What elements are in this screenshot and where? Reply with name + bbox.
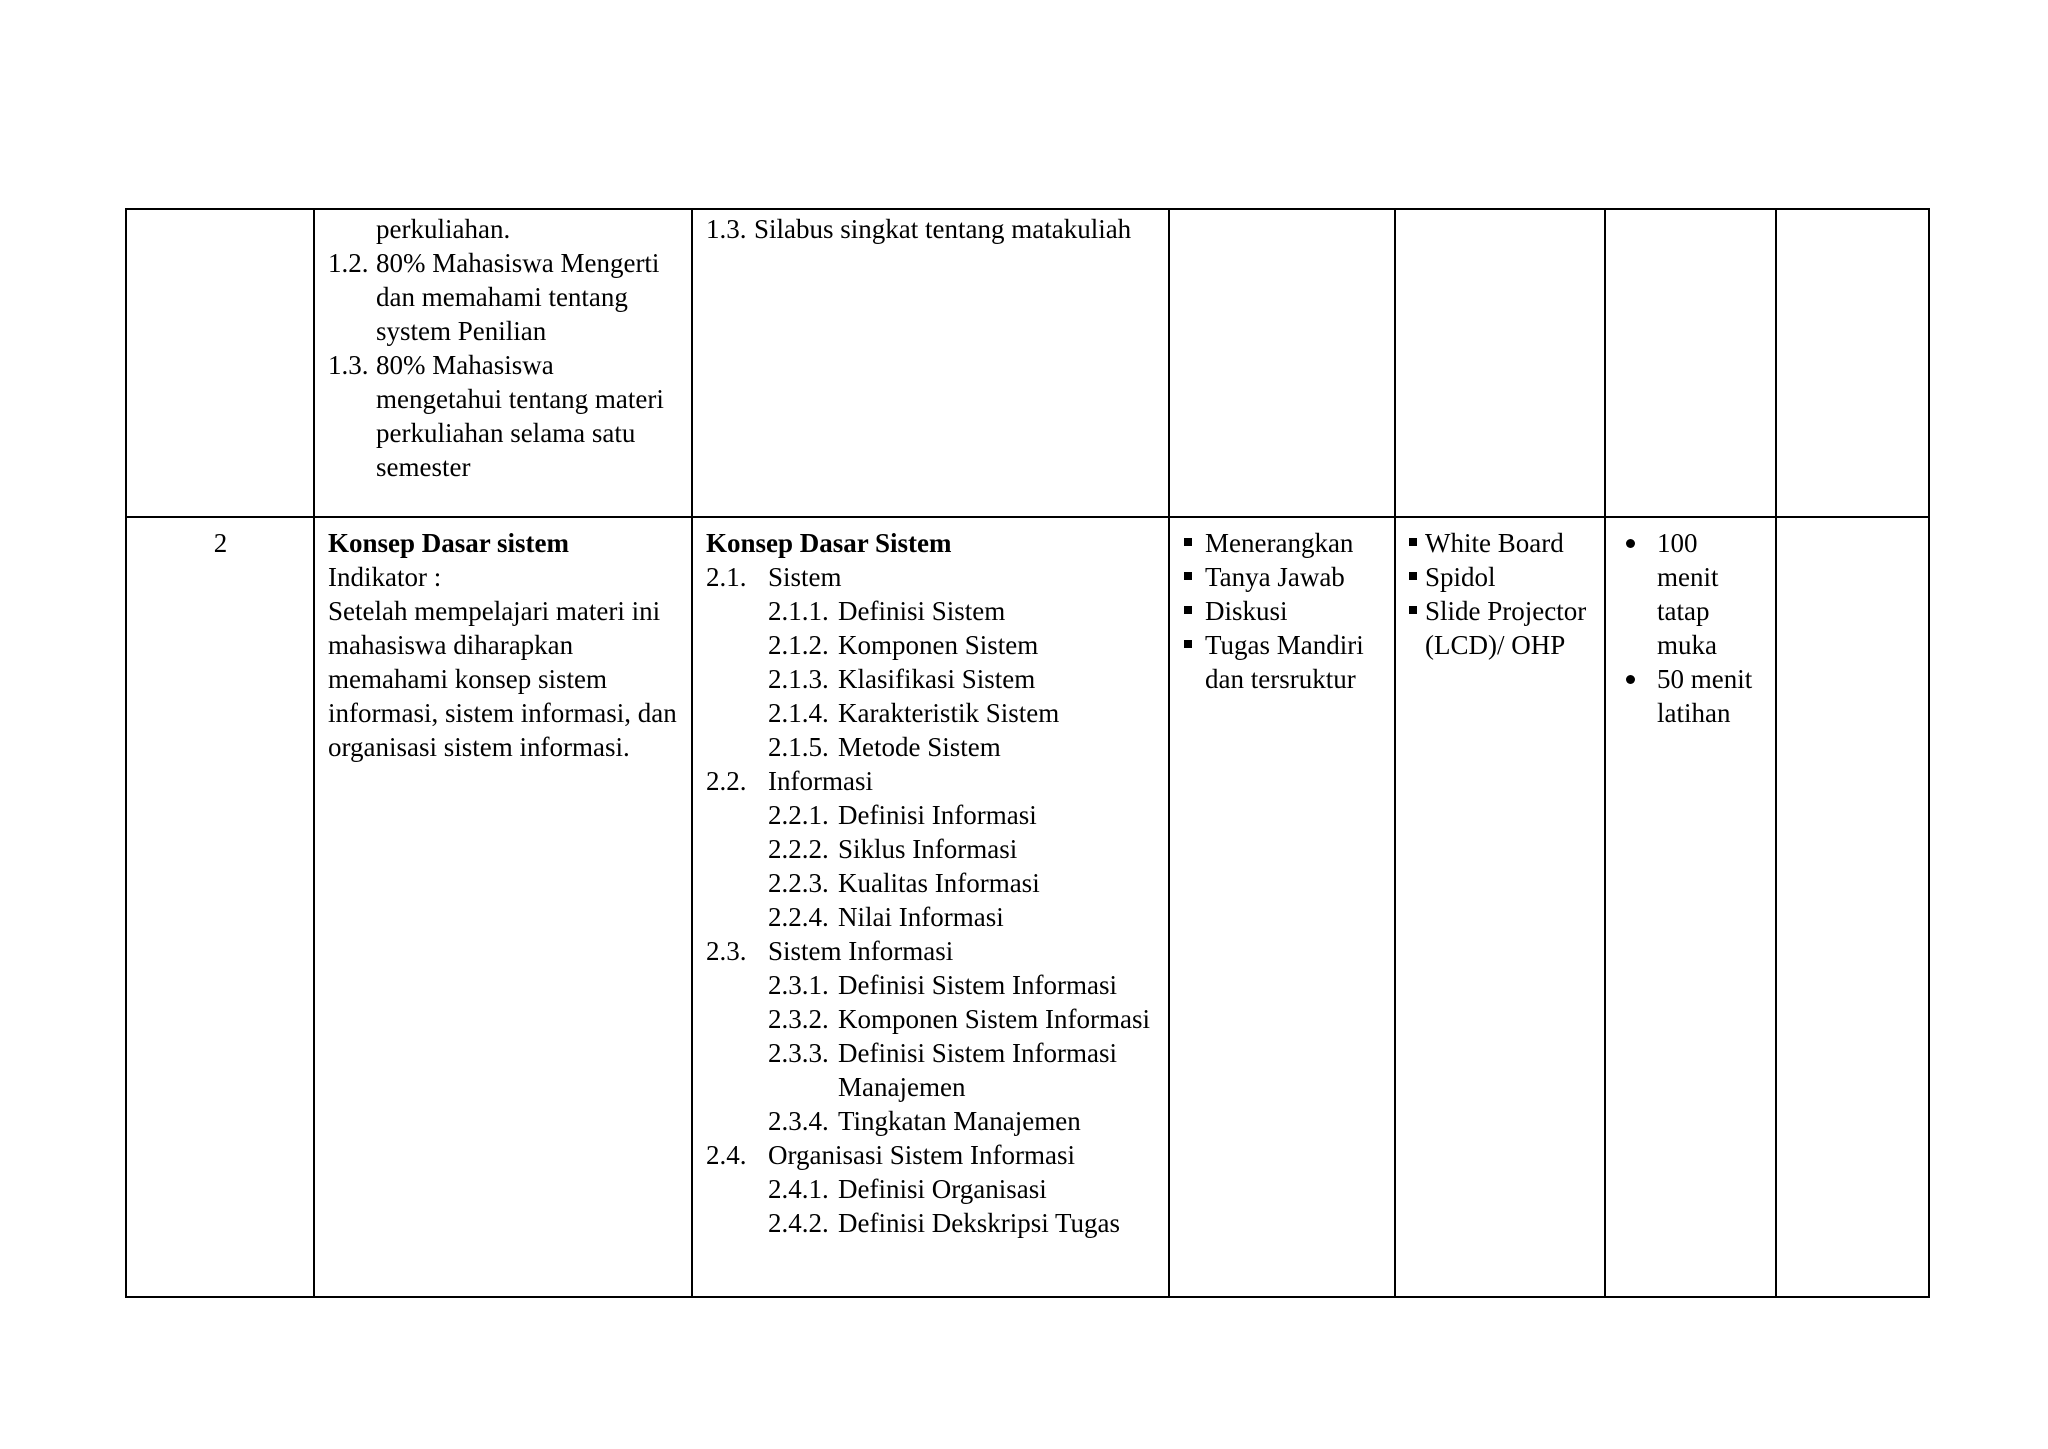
outline-section (706, 934, 1156, 968)
item-text: Menerangkan (1205, 528, 1354, 558)
list-item (1183, 526, 1382, 560)
item-text: 100 menit tatap muka (1657, 528, 1719, 660)
outline-subsection (706, 832, 1156, 866)
subsection-number: 2.3.3. (768, 1038, 829, 1068)
list-item (1409, 526, 1592, 560)
list-item (1619, 526, 1763, 662)
subsection-text: Definisi Sistem Informasi (838, 970, 1117, 1000)
item-text: White Board (1425, 528, 1564, 558)
subsection-text: Definisi Organisasi (838, 1174, 1047, 1204)
material-outline (706, 560, 1156, 1240)
item-text: Tugas Mandiri dan tersruktur (1205, 630, 1364, 694)
syllabus-table (125, 208, 1930, 1298)
subsection-number: 2.4.2. (768, 1208, 829, 1238)
media-list (1409, 526, 1592, 662)
outline-subsection (706, 730, 1156, 764)
subsection-text: Komponen Sistem (838, 630, 1039, 660)
subsection-number: 2.1.5. (768, 732, 829, 762)
item-text: Diskusi (1205, 596, 1288, 626)
cell-time (1605, 517, 1776, 1297)
subsection-text: Definisi Sistem Informasi Manajemen (838, 1038, 1117, 1102)
list-item (1409, 560, 1592, 594)
subsection-number: 2.1.2. (768, 630, 829, 660)
dot-bullet-icon (1626, 675, 1635, 684)
section-number: 2.1. (706, 562, 747, 592)
method-list (1183, 526, 1382, 696)
square-bullet-icon (1184, 606, 1192, 614)
subsection-number: 2.1.3. (768, 664, 829, 694)
item-number: 1.3. (328, 350, 369, 380)
subsection-number: 2.2.1. (768, 800, 829, 830)
outline-section (706, 764, 1156, 798)
list-item (328, 246, 679, 348)
table-row (126, 517, 1929, 1297)
objective-list (328, 246, 679, 484)
subsection-text: Definisi Dekskripsi Tugas (838, 1208, 1121, 1238)
outline-section (706, 1138, 1156, 1172)
square-bullet-icon (1184, 572, 1192, 580)
cell-media (1395, 517, 1605, 1297)
topic-title: Konsep Dasar sistem (328, 528, 570, 558)
cell-objectives (314, 517, 692, 1297)
subsection-text: Nilai Informasi (838, 902, 1004, 932)
outline-subsection (706, 628, 1156, 662)
square-bullet-icon (1409, 572, 1417, 580)
item-number: 1.2. (328, 248, 369, 278)
list-item (1183, 628, 1382, 696)
square-bullet-icon (1184, 640, 1192, 648)
subsection-number: 2.3.4. (768, 1106, 829, 1136)
subsection-text: Klasifikasi Sistem (838, 664, 1036, 694)
cell-objectives (314, 209, 692, 517)
list-item (1619, 662, 1763, 730)
cell-material (692, 517, 1169, 1297)
list-item (1183, 560, 1382, 594)
cell-method (1169, 517, 1395, 1297)
subsection-text: Metode Sistem (838, 732, 1001, 762)
outline-subsection (706, 696, 1156, 730)
section-text: Sistem (768, 562, 842, 592)
subsection-number: 2.2.3. (768, 868, 829, 898)
subsection-number: 2.4.1. (768, 1174, 829, 1204)
outline-subsection (706, 662, 1156, 696)
cell-number: 2 (126, 517, 314, 1297)
square-bullet-icon (1184, 538, 1192, 546)
item-text: Tanya Jawab (1205, 562, 1345, 592)
subsection-text: Tingkatan Manajemen (838, 1106, 1081, 1136)
section-number: 2.3. (706, 936, 747, 966)
outline-subsection (706, 1172, 1156, 1206)
cell-time (1605, 209, 1776, 517)
outline-section (706, 560, 1156, 594)
cell-media (1395, 209, 1605, 517)
subsection-text: Siklus Informasi (838, 834, 1018, 864)
list-item (1183, 594, 1382, 628)
square-bullet-icon (1409, 606, 1417, 614)
section-text: Sistem Informasi (768, 936, 954, 966)
item-text: 80% Mahasiswa Mengerti dan memahami tentang system Penilian (376, 248, 660, 346)
cell-notes (1776, 209, 1929, 517)
outline-subsection (706, 798, 1156, 832)
subsection-text: Karakteristik Sistem (838, 698, 1060, 728)
subsection-number: 2.2.2. (768, 834, 829, 864)
square-bullet-icon (1409, 538, 1417, 546)
outline-subsection (706, 1036, 1156, 1104)
outline-subsection (706, 900, 1156, 934)
subsection-text: Definisi Sistem (838, 596, 1006, 626)
cell-number (126, 209, 314, 517)
time-list (1619, 526, 1763, 730)
cell-notes (1776, 517, 1929, 1297)
cell-method (1169, 209, 1395, 517)
section-number: 2.4. (706, 1140, 747, 1170)
section-text: Organisasi Sistem Informasi (768, 1140, 1075, 1170)
subsection-number: 2.2.4. (768, 902, 829, 932)
subsection-text: Kualitas Informasi (838, 868, 1040, 898)
dot-bullet-icon (1626, 539, 1635, 548)
subsection-text: Definisi Informasi (838, 800, 1037, 830)
item-text: 80% Mahasiswa mengetahui tentang materi perkuliahan selama satu semester (376, 350, 664, 482)
item-text: Slide Projector (LCD)/ OHP (1425, 596, 1587, 660)
subsection-text: Komponen Sistem Informasi (838, 1004, 1150, 1034)
subsection-number: 2.1.4. (768, 698, 829, 728)
objective-continuation: perkuliahan. (376, 214, 511, 244)
list-item (328, 348, 679, 484)
outline-subsection (706, 968, 1156, 1002)
list-item (1409, 594, 1592, 662)
indicator-label: Indikator : (328, 562, 442, 592)
outline-subsection (706, 866, 1156, 900)
outline-subsection (706, 1002, 1156, 1036)
subsection-number: 2.3.2. (768, 1004, 829, 1034)
item-text: Spidol (1425, 562, 1496, 592)
material-title: Konsep Dasar Sistem (706, 528, 952, 558)
section-text: Informasi (768, 766, 873, 796)
outline-subsection (706, 594, 1156, 628)
indicator-text: Setelah mempelajari materi ini mahasiswa diharapkan memahami konsep sistem informasi, sistem informasi, dan organisasi sistem informasi. (328, 596, 677, 762)
item-text: 50 menit latihan (1657, 664, 1753, 728)
outline-subsection (706, 1104, 1156, 1138)
outline-subsection (706, 1206, 1156, 1240)
section-number: 2.2. (706, 766, 747, 796)
subsection-number: 2.1.1. (768, 596, 829, 626)
subsection-number: 2.3.1. (768, 970, 829, 1000)
list-item: 1.3. Silabus singkat tentang matakuliah (706, 214, 1132, 244)
cell-material (692, 209, 1169, 517)
material-list (706, 212, 1156, 246)
table-row (126, 209, 1929, 517)
